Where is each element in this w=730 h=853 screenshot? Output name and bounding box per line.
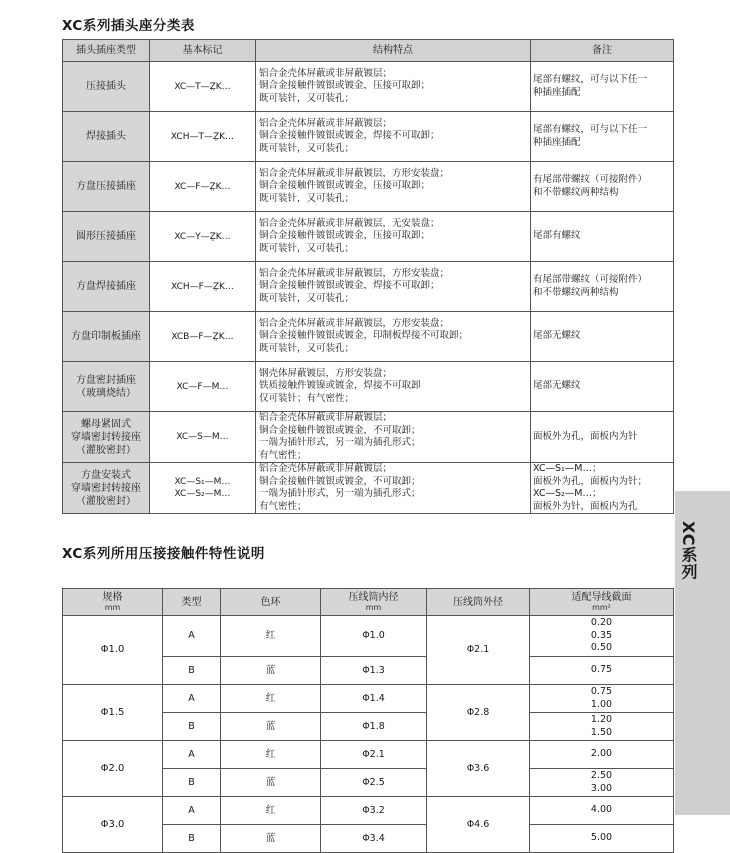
feature-line: 铜合金接触件镀银或镀金，压接可取卸； [259,180,431,192]
wire-section-value: 5.00 [590,832,613,844]
header-mark: 基本标记 [150,40,256,62]
side-tab-label: XC系列 [679,521,698,581]
note-cell [531,463,674,514]
type-cell: A [163,797,221,825]
table-row [63,262,674,312]
feature-line: 一端为插针形式，另一端为插孔形式； [259,437,421,448]
connector-type-cell [63,262,150,312]
type-cell: A [163,741,221,769]
feature-line: 铝合金壳体屏蔽或非屏蔽镀层，方形安装盘； [259,267,450,279]
connector-type-line: （玻璃烧结） [76,387,136,399]
basic-mark-cell [150,112,256,162]
feature-line: 铝合金壳体屏蔽或非屏蔽镀层，无安装盘； [259,217,440,229]
wire-section-cell [530,657,674,685]
inner-diameter-cell: Φ1.0 [321,616,427,657]
feature-line: 铝合金壳体屏蔽或非屏蔽镀层，方形安装盘； [259,167,450,179]
basic-mark-line: XC—T—Z̤K… [174,81,231,92]
table-row [63,685,674,713]
type-cell: A [163,685,221,713]
feature-line: 既可装针，又可装孔； [259,142,355,154]
table-header-row [63,40,674,62]
features-cell [256,463,531,514]
header-note: 备注 [531,40,674,62]
feature-line: 既可装针，又可装孔； [259,342,355,354]
connector-type-cell [63,412,150,463]
note-line: 面板外为孔，面板内为针； [533,475,648,487]
inner-diameter-cell: Φ3.2 [321,797,427,825]
inner-diameter-cell: Φ1.4 [321,685,427,713]
basic-mark-cell [150,362,256,412]
wire-section-value: 0.50 [590,642,613,654]
features-cell [256,412,531,463]
basic-mark-line: XC—S₁—M… [174,477,231,487]
feature-line: 铜合金接触件镀银或镀金，不可取卸； [259,424,421,436]
feature-line: 铝合金壳体屏蔽或非屏蔽镀层； [259,412,393,423]
wire-section-value: 1.20 [590,714,613,725]
connector-type-line: 方盘压接插座 [76,181,136,192]
outer-diameter-cell: Φ2.8 [427,685,530,741]
table-row [63,616,674,657]
feature-line: 钢壳体屏蔽镀层，方形安装盘； [259,367,393,379]
header-wire-section: 适配导线截面 mm² [530,589,674,616]
connector-type-line: 方盘安装式 [81,469,131,481]
feature-line: 铜合金接触件镀银或镀金，焊接不可取卸； [259,280,440,292]
color-ring-cell: 蓝 [221,713,321,741]
note-cell [531,362,674,412]
outer-diameter-cell: Φ3.6 [427,741,530,797]
wire-section-cell [530,825,674,853]
type-cell: B [163,713,221,741]
wire-section-value: 0.20 [590,617,613,629]
connector-type-cell [63,312,150,362]
wire-section-value: 2.00 [590,748,613,760]
wire-section-value: 1.00 [590,698,613,710]
color-ring-cell: 红 [221,741,321,769]
feature-line: 铜合金接触件镀银或镀金，压接可取卸； [259,80,431,92]
features-cell [256,262,531,312]
features-cell [256,312,531,362]
basic-mark-line: XCB—F—Z̤K… [171,331,234,342]
note-cell [531,162,674,212]
note-cell [531,412,674,463]
basic-mark-cell [150,62,256,112]
wire-section-value: 0.75 [590,686,613,697]
feature-line: 铜合金接触件镀银或镀金，压接可取卸； [259,230,431,242]
inner-diameter-cell: Φ3.4 [321,825,427,853]
connector-type-cell [63,162,150,212]
note-line: XC—S₂—M…； [533,488,602,499]
header-color-ring: 色环 [221,589,321,616]
color-ring-cell: 蓝 [221,769,321,797]
features-cell [256,62,531,112]
table-row [63,212,674,262]
connector-type-line: 穿墙密封转接座 [71,482,141,494]
connector-type-line: 穿墙密封转接座 [71,431,141,443]
basic-mark-line: XCH—T—Z̤K… [170,131,235,142]
table-header-row [63,589,674,616]
feature-line: 铝合金壳体屏蔽或非屏蔽镀层，方形安装盘； [259,317,450,329]
basic-mark-cell [150,262,256,312]
header-spec: 规格 mm [63,589,163,616]
basic-mark-cell [150,162,256,212]
note-line: 尾部有螺纹 [533,230,581,242]
header-type: 类型 [163,589,221,616]
basic-mark-line: XC—Y—Z̤K… [174,231,231,242]
table-row [63,412,674,463]
feature-line: 铝合金壳体屏蔽或非屏蔽镀层； [259,67,393,79]
basic-mark-cell [150,412,256,463]
connector-type-line: 压接插头 [86,81,126,92]
feature-line: 铜合金接触件镀银或镀金，不可取卸； [259,475,421,487]
feature-line: 铝合金壳体屏蔽或非屏蔽镀层； [259,117,393,129]
connector-type-line: 焊接插头 [86,131,126,142]
wire-section-value: 0.75 [590,664,613,676]
wire-section-cell [530,616,674,657]
inner-diameter-cell: Φ1.8 [321,713,427,741]
connector-type-line: 螺母紧固式 [81,418,131,430]
features-cell [256,112,531,162]
basic-mark-line: XCH—F—Z̤K… [171,281,234,292]
inner-diameter-cell: Φ1.3 [321,657,427,685]
feature-line: 既可装针，又可装孔； [259,192,355,204]
color-ring-cell: 蓝 [221,825,321,853]
connector-type-line: （灌胶密封） [76,444,136,456]
feature-line: 一端为插针形式，另一端为插孔形式； [259,488,421,499]
note-cell [531,312,674,362]
feature-line: 铁质接触件镀镍或镀金，焊接不可取卸 [259,380,421,392]
basic-mark-cell [150,312,256,362]
basic-mark-line: XC—S—M… [176,432,229,442]
note-line: 面板外为针，面板内为孔 [533,500,638,512]
wire-section-value: 2.50 [590,770,613,781]
note-line: 尾部无螺纹 [533,330,581,342]
features-cell [256,162,531,212]
features-cell [256,362,531,412]
basic-mark-cell [150,212,256,262]
inner-diameter-cell: Φ2.5 [321,769,427,797]
type-cell: B [163,825,221,853]
color-ring-cell: 红 [221,797,321,825]
note-line: 有尾部带螺纹（可接附件） [533,174,648,185]
wire-section-cell [530,797,674,825]
outer-diameter-cell: Φ2.1 [427,616,530,685]
basic-mark-line: XC—S₂—M… [174,489,231,499]
spec-cell: Φ2.0 [63,741,163,797]
color-ring-cell: 蓝 [221,657,321,685]
note-cell [531,112,674,162]
contact-spec-table-title: XC系列所用压接接触件特性说明 [62,546,265,562]
color-ring-cell: 红 [221,616,321,657]
feature-line: 铜合金接触件镀银或镀金，焊接不可取卸； [259,130,440,142]
table-row [63,312,674,362]
wire-section-cell [530,713,674,741]
connector-type-line: 方盘焊接插座 [76,281,136,292]
type-cell: A [163,616,221,657]
connector-type-cell [63,212,150,262]
connector-type-cell [63,362,150,412]
wire-section-cell [530,769,674,797]
header-type: 插头插座类型 [63,40,150,62]
note-line: 尾部有螺纹，可与以下任一 [533,74,648,85]
basic-mark-line: XC—F—M… [176,381,229,392]
wire-section-value: 1.50 [590,726,613,738]
feature-line: 有气密性； [259,500,307,512]
inner-diameter-cell: Φ2.1 [321,741,427,769]
header-inner-diameter: 压线筒内径 mm [321,589,427,616]
table-row [63,162,674,212]
connector-classification-table [62,39,674,514]
note-cell [531,62,674,112]
feature-line: 铜合金接触件镀银或镀金，印制板焊接不可取卸； [259,330,469,342]
wire-section-value: 0.35 [590,629,613,641]
connector-type-line: 圆形压接插座 [76,231,136,242]
note-line: 尾部有螺纹，可与以下任一 [533,124,648,135]
spec-cell: Φ3.0 [63,797,163,853]
spec-cell: Φ1.5 [63,685,163,741]
note-line: 种插座插配 [533,86,581,98]
note-line: 面板外为孔，面板内为针 [533,430,638,442]
type-cell: B [163,657,221,685]
note-cell [531,262,674,312]
color-ring-cell: 红 [221,685,321,713]
note-line: 和不带螺纹两种结构 [533,286,619,298]
connector-type-cell [63,112,150,162]
table-row [63,741,674,769]
note-line: XC—S₁—M…； [533,463,602,474]
note-line: 尾部无螺纹 [533,380,581,392]
basic-mark-cell [150,463,256,514]
connector-type-line: 方盘密封插座 [76,374,136,386]
note-line: 有尾部带螺纹（可接附件） [533,274,648,285]
spec-cell: Φ1.0 [63,616,163,685]
table-row [63,362,674,412]
feature-line: 既可装针，又可装孔； [259,242,355,254]
wire-section-cell [530,685,674,713]
feature-line: 仅可装针；有气密性； [259,392,355,404]
connector-type-line: 方盘印制板插座 [71,331,141,342]
feature-line: 铝合金壳体屏蔽或非屏蔽镀层； [259,463,393,474]
wire-section-cell [530,741,674,769]
note-line: 和不带螺纹两种结构 [533,186,619,198]
feature-line: 既可装针，又可装孔； [259,292,355,304]
wire-section-value: 4.00 [590,804,613,816]
wire-section-value: 3.00 [590,782,613,794]
classification-table-title: XC系列插头座分类表 [62,18,195,34]
connector-type-cell [63,62,150,112]
crimp-contact-spec-table [62,588,674,853]
note-line: 种插座插配 [533,136,581,148]
note-cell [531,212,674,262]
connector-type-cell [63,463,150,514]
header-features: 结构特点 [256,40,531,62]
connector-type-line: （灌胶密封） [76,495,136,507]
table-row [63,797,674,825]
table-row [63,112,674,162]
table-row [63,463,674,514]
features-cell [256,212,531,262]
header-outer-diameter: 压线筒外径 [427,589,530,616]
basic-mark-line: XC—F—Z̤K… [174,181,231,192]
feature-line: 既可装针，又可装孔； [259,92,355,104]
feature-line: 有气密性； [259,449,307,461]
table-row [63,62,674,112]
type-cell: B [163,769,221,797]
outer-diameter-cell: Φ4.6 [427,797,530,853]
